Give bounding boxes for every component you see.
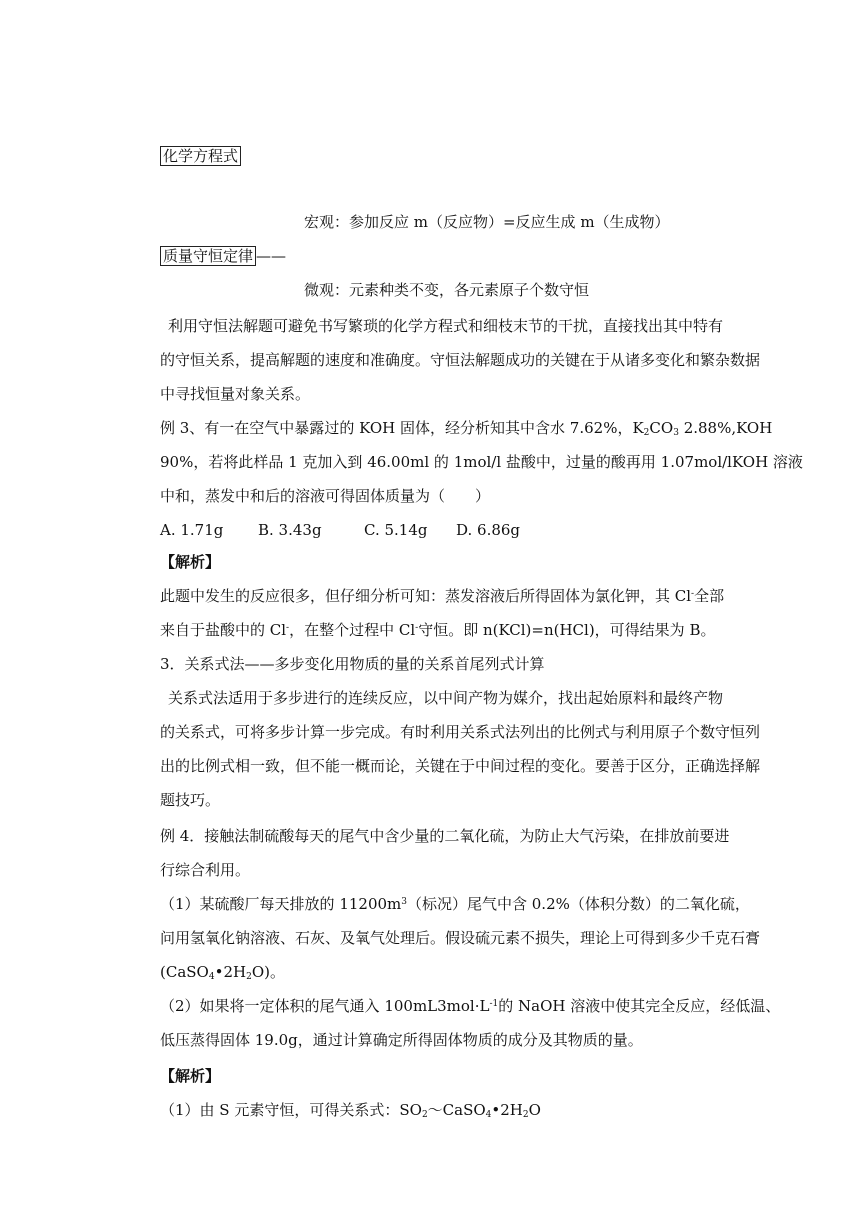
- conservation-law-box: [160, 246, 286, 266]
- law-dash: ——: [256, 247, 287, 265]
- option-b: B. 3.43g: [258, 521, 322, 539]
- paragraph-1-line-2: 的守恒关系，提高解题的速度和准确度。守恒法解题成功的关键在于从诸多变化和繁杂数据: [160, 351, 761, 369]
- paragraph-2-line-3: 出的比例式相一致，但不能一概而论，关键在于中间过程的变化。要善于区分，正确选择解: [160, 757, 761, 775]
- option-c: C. 5.14g: [364, 521, 428, 539]
- analysis-2-line-1: （1）由 S 元素守恒，可得关系式：$SO_2\sim CaSO_4•2H_2O$: [160, 1101, 541, 1120]
- question-2-line-1: （2）如果将一定体积的尾气通入 $100mL3mol\cdot L^{-1}$的 NaOH 溶液中使其完全反应，经低温、: [160, 997, 781, 1015]
- paragraph-2-line-2: 的关系式，可将多步计算一步完成。有时利用关系式法列出的比例式与利用原子个数守恒列: [160, 723, 761, 741]
- section-3-heading: 3．关系式法——多步变化用物质的量的关系首尾列式计算: [160, 655, 545, 673]
- example-3-line-2: 90%，若将此样品 1 克加入到 46.00ml 的 1mol/l 盐酸中，过量的酸再用 1.07mol/lKOH 溶液: [160, 453, 803, 471]
- question-1-line-3: $(CaSO_4•2H_2O)$。: [160, 963, 285, 982]
- equation-box-label: 化学方程式: [160, 146, 241, 166]
- paragraph-2-line-1: 关系式法适用于多步进行的连续反应，以中间产物为媒介，找出起始原料和最终产物: [168, 689, 724, 707]
- question-2-line-2: 低压蒸得固体 19.0g，通过计算确定所得固体物质的成分及其物质的量。: [160, 1031, 643, 1049]
- example-4-line-1: 例 4．接触法制硫酸每天的尾气中含少量的二氧化硫，为防止大气污染，在排放前要进: [160, 827, 730, 845]
- question-1-line-2: 问用氢氧化钠溶液、石灰、及氧气处理后。假设硫元素不损失，理论上可得到多少千克石膏: [160, 929, 761, 947]
- example-4-line-2: 行综合利用。: [160, 861, 251, 879]
- question-1-line-1: （1）某硫酸厂每天排放的 $11200m^3$（标况）尾气中含 0.2%（体积分数）的二氧化硫，: [160, 895, 750, 913]
- analysis-heading-1: 【解析】: [160, 553, 221, 571]
- paragraph-2-line-4: 题技巧。: [160, 791, 221, 809]
- analysis-1-line-2: 来自于盐酸中的 Cl-，在整个过程中 Cl-守恒。即 n(KCl)=n(HCl)，可得结果为 B。: [160, 621, 716, 639]
- macro-definition: 宏观：参加反应 m（反应物）=反应生成 m（生成物）: [304, 213, 670, 231]
- analysis-heading-2: 【解析】: [160, 1067, 221, 1085]
- conservation-law-label: 质量守恒定律: [160, 246, 256, 266]
- paragraph-1-line-1: 利用守恒法解题可避免书写繁琐的化学方程式和细枝末节的干扰，直接找出其中特有: [168, 317, 724, 335]
- micro-definition: 微观：元素种类不变，各元素原子个数守恒: [304, 281, 590, 299]
- paragraph-1-line-3: 中寻找恒量对象关系。: [160, 385, 311, 403]
- analysis-1-line-1: 此题中发生的反应很多，但仔细分析可知：蒸发溶液后所得固体为氯化钾，其 Cl-全部: [160, 587, 725, 605]
- option-a: A. 1.71g: [160, 521, 224, 539]
- example-3-line-3: 中和，蒸发中和后的溶液可得固体质量为（ ）: [160, 487, 491, 505]
- example-3-line-1: 例 3、有一在空气中暴露过的 KOH 固体，经分析知其中含水 7.62%，$K_2CO_3$ 2.88%,KOH: [160, 419, 773, 438]
- option-d: D. 6.86g: [456, 521, 521, 539]
- equation-box: [160, 146, 241, 166]
